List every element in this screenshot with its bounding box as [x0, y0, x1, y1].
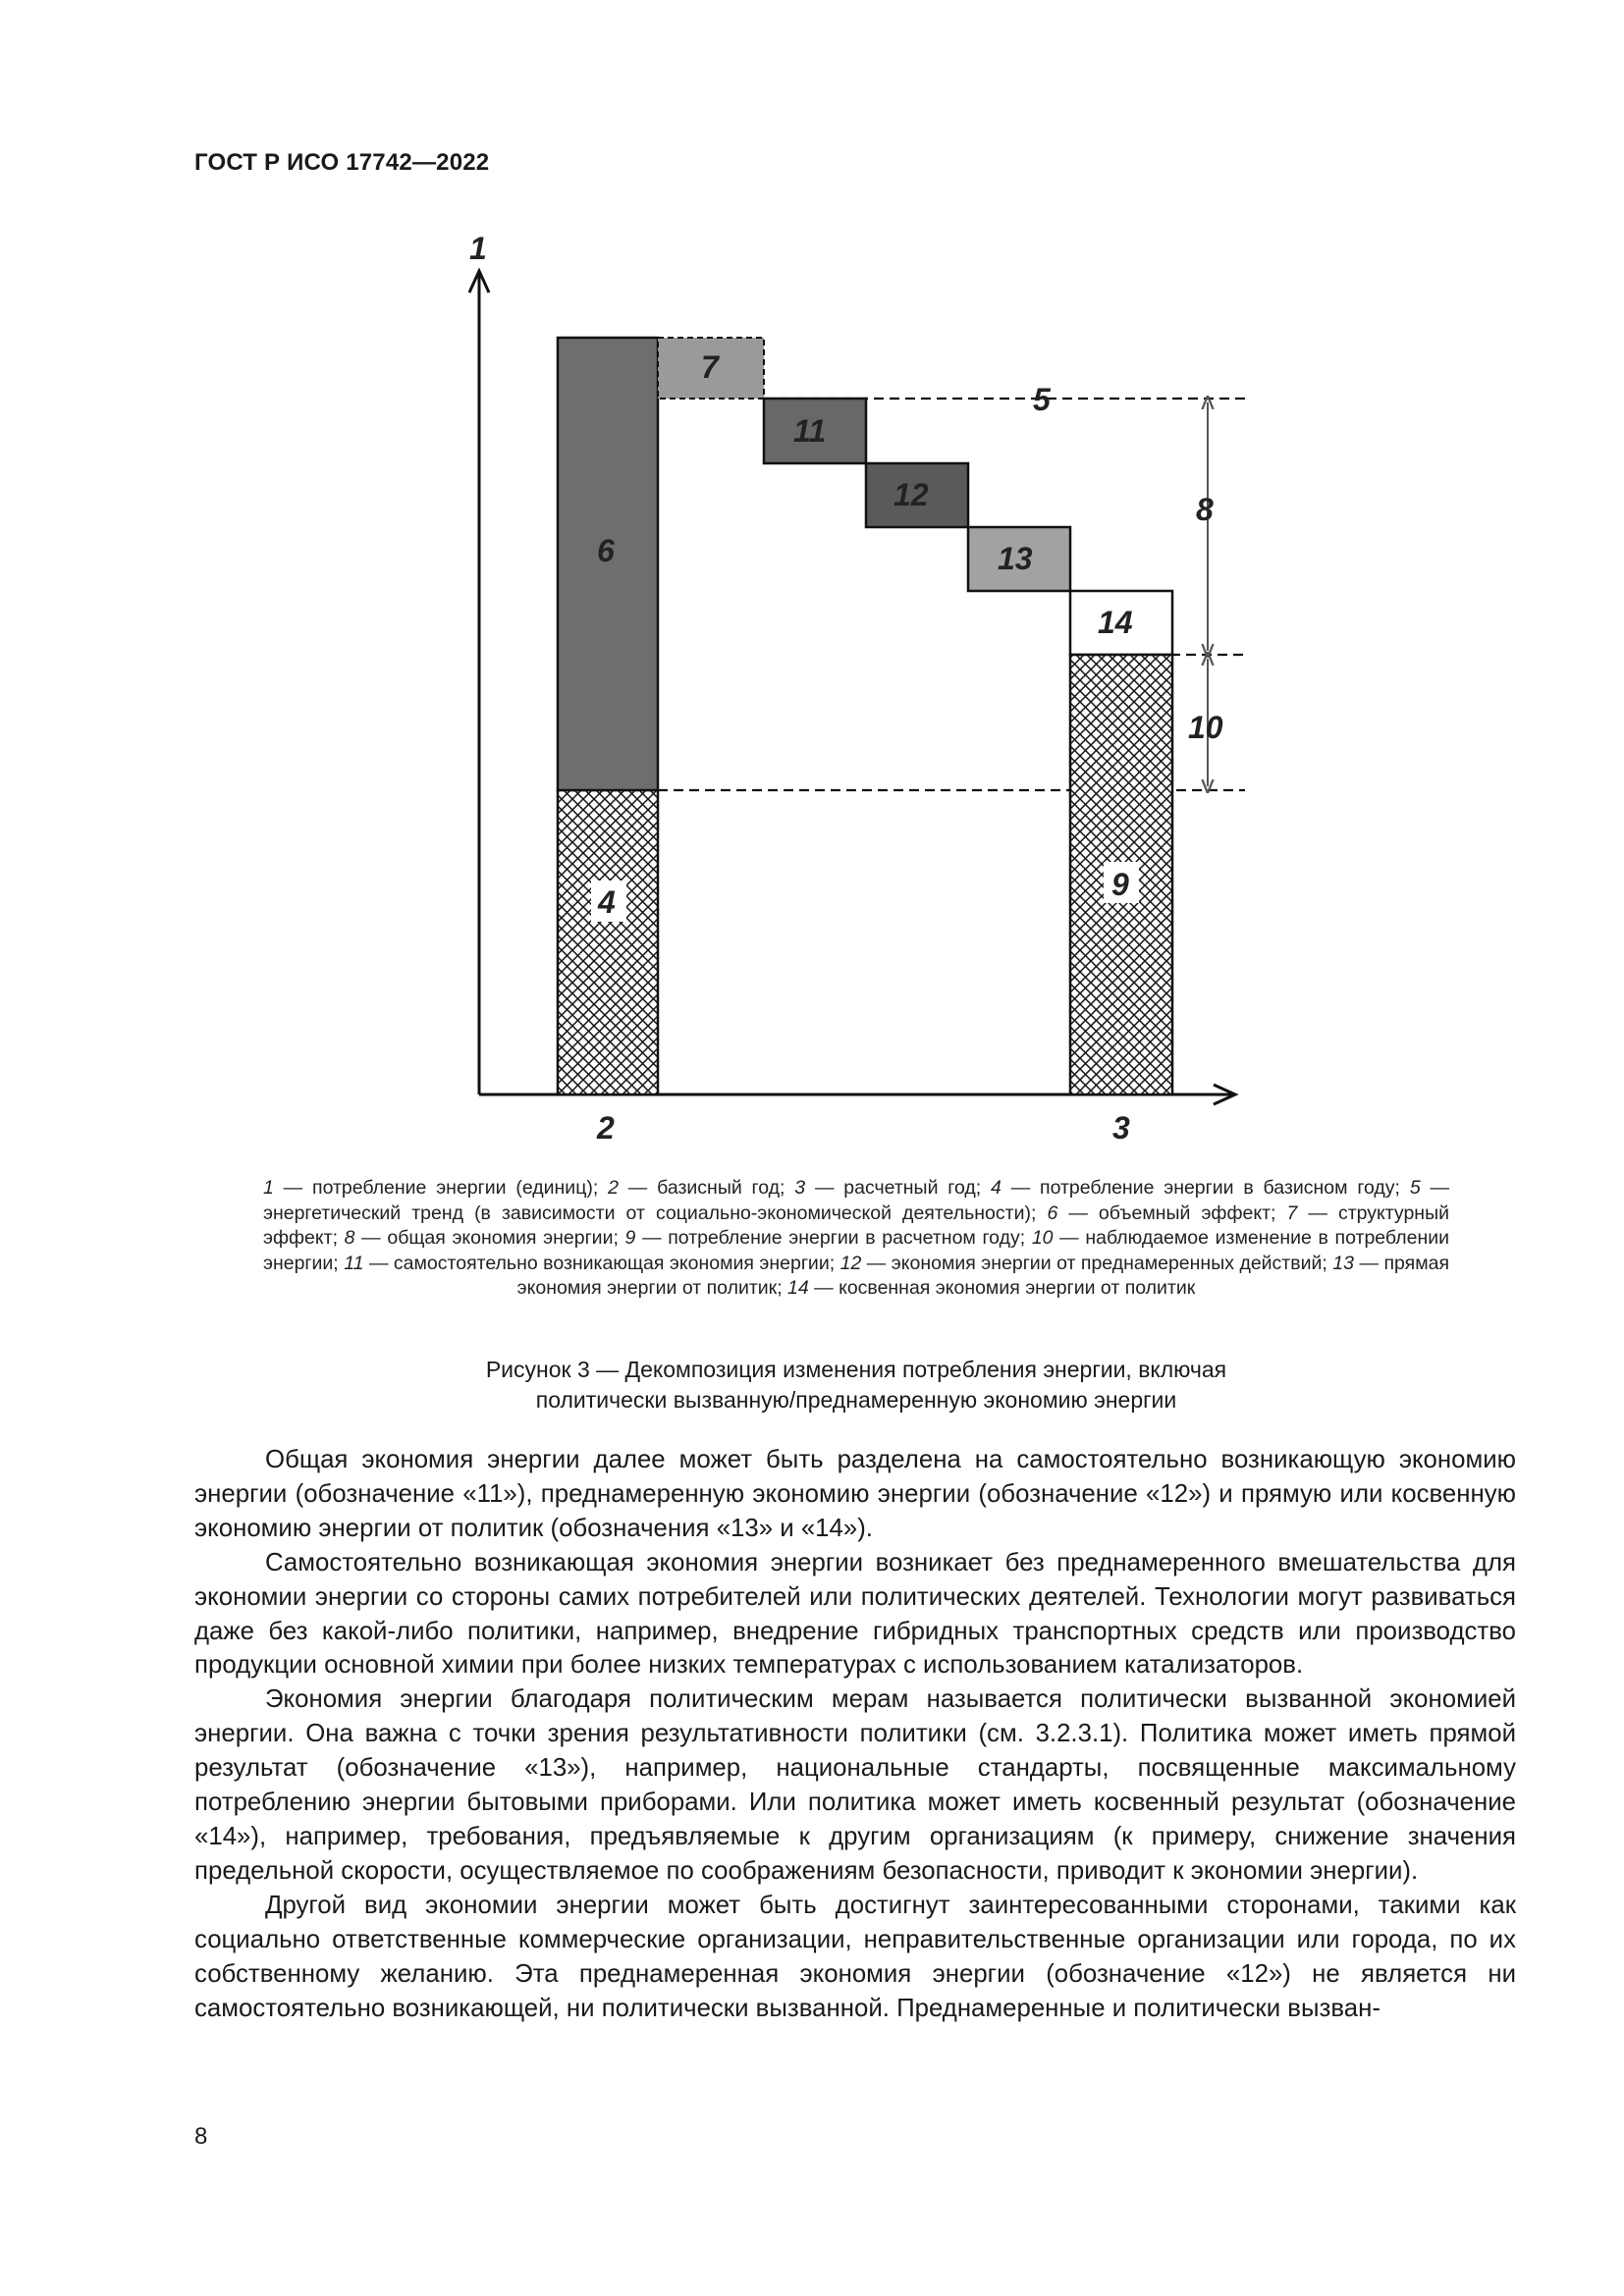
document-header: ГОСТ Р ИСО 17742—2022	[194, 149, 490, 176]
base-year-label: 2	[597, 1110, 615, 1146]
legend-item: 14 — косвенная экономия энергии от политик	[787, 1277, 1196, 1300]
legend-item: 1 — потребление энергии (единиц);	[263, 1177, 609, 1199]
observed-change-label: 10	[1188, 710, 1223, 745]
deliberate-label: 12	[893, 477, 929, 512]
legend-item: 4 — потребление энергии в базисном году;	[991, 1177, 1410, 1199]
base-consumption-bar	[558, 790, 658, 1095]
structural-effect-label: 7	[701, 349, 719, 385]
caption-line-1: Рисунок 3 — Декомпозиция изменения потребления энергии, включая	[485, 1357, 1227, 1382]
direct-policy-label: 13	[998, 541, 1033, 576]
legend-item: 12 — экономия энергии от преднамеренных действий;	[839, 1252, 1333, 1274]
total-savings-label: 8	[1196, 492, 1214, 527]
indirect-policy-label: 14	[1098, 605, 1133, 640]
legend-item: 8 — общая экономия энергии;	[344, 1227, 625, 1250]
legend-item: 13 — прямая экономия энергии от политик;	[516, 1252, 1449, 1300]
autonomous-label: 11	[793, 413, 827, 449]
target-year-label: 3	[1112, 1110, 1130, 1146]
page-number: 8	[194, 2123, 208, 2150]
paragraph: Общая экономия энергии далее может быть разделена на самостоятельно возникающую экономию энергии (обозначение «11»), преднамеренную экономию энергии (обозначение «12») и прямую или косвенную экономию энергии от политик (обозначения «13» и «14»).	[194, 1446, 1516, 1542]
paragraph: Экономия энергии благодаря политическим мерам называется политически вызванной экономией энергии. Она важна с точки зрения результативности политики (см. 3.2.3.1). Политика может иметь прямой результат (обозначение «13»), например, национальные стандарты, посвященные максимальному потреблению энергии бытовыми приборами. Или политика может иметь косвенный результат (обозначение «14»), например, требования, предъявляемые к другим организациям (к примеру, снижение значения предельной скорости, осуществляемое по соображениям безопасности, приводит к экономии энергии).	[194, 1685, 1516, 1885]
legend-item: 9 — потребление энергии в расчетном году;	[624, 1227, 1032, 1250]
legend-item: 5 — энергетический тренд (в зависимости от социально-экономической деятельности);	[263, 1177, 1449, 1224]
caption-line-2: политически вызванную/преднамеренную экономию энергии	[535, 1387, 1177, 1413]
volume-effect-label: 6	[597, 533, 615, 568]
legend-item: 10 — наблюдаемое изменение в потреблении энергии;	[263, 1227, 1449, 1274]
legend-item: 7 — структурный эффект;	[263, 1201, 1449, 1250]
legend-item: 3 — расчетный год;	[794, 1177, 992, 1199]
figure-legend	[263, 1176, 1449, 1302]
legend-item: 11 — самостоятельно возникающая экономия энергии;	[344, 1252, 840, 1274]
paragraph: Самостоятельно возникающая экономия энергии возникает без преднамеренного вмешательства для экономии энергии со стороны самих потребителей или политических деятелей. Технологии могут развиваться даже без какой-либо политики, например, внедрение гибридных транспортных средств или производство продукции основной химии при более низких температурах с использованием катализаторов.	[194, 1548, 1516, 1680]
body-text	[194, 1443, 1516, 2025]
trend-label: 5	[1033, 382, 1051, 417]
y-axis-label: 1	[469, 231, 487, 266]
legend-item: 6 — объемный эффект;	[1047, 1201, 1287, 1224]
legend-item: 2 — базисный год;	[608, 1177, 795, 1199]
base-consumption-label: 4	[598, 884, 616, 920]
figure-caption	[263, 1355, 1449, 1415]
paragraph: Другой вид экономии энергии может быть достигнут заинтересованными сторонами, такими как социально ответственные коммерческие организации, неправительственные организации или города, по их собственному желанию. Эта преднамеренная экономия энергии (обозначение «12») не является ни самостоятельно возникающей, ни политически вызванной. Преднамеренные и политически вызван-	[194, 1891, 1516, 2022]
target-consumption-label: 9	[1111, 867, 1129, 902]
